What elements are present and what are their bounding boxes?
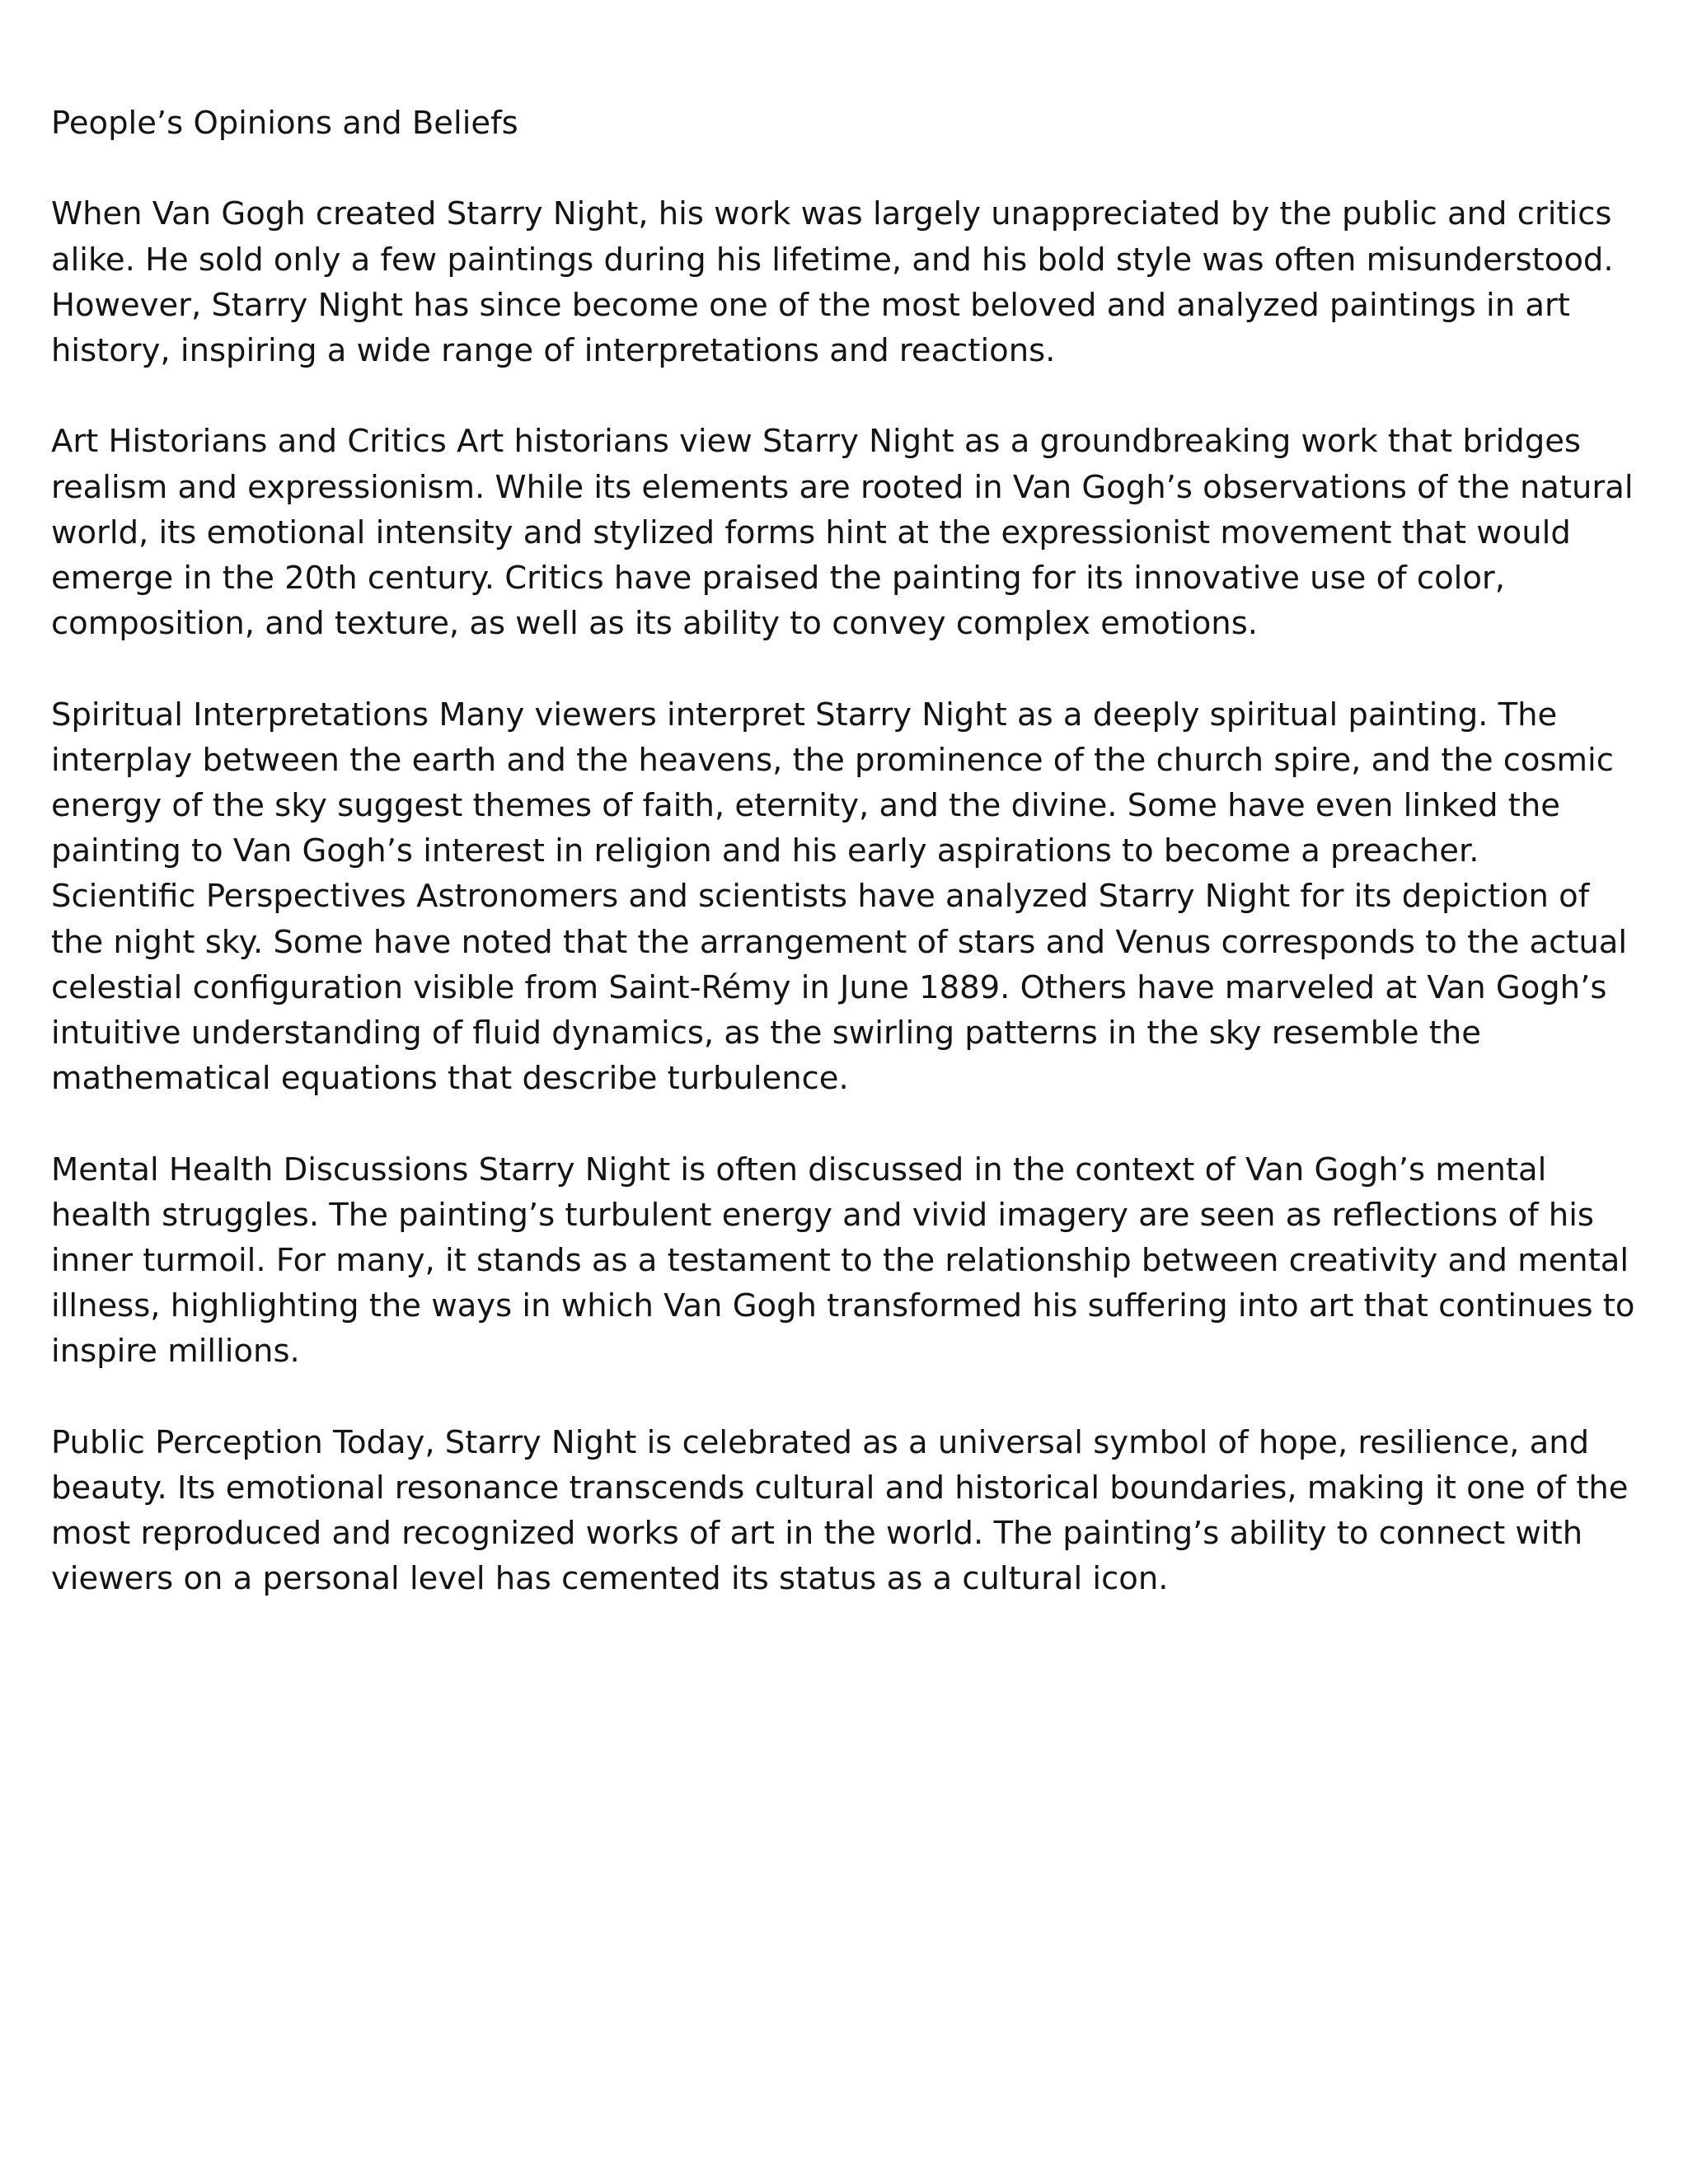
text-line: viewers on a personal level has cemented its status as a cultural icon. bbox=[51, 1560, 1169, 1598]
text-line: Art Historians and Critics Art historians view Starry Night as a groundbreaking work that bridges bbox=[51, 423, 1581, 461]
text-line: painting to Van Gogh’s interest in religion and his early aspirations to become a preacher. bbox=[51, 832, 1479, 870]
text-line: alike. He sold only a few paintings during his lifetime, and his bold style was often misunderstood. bbox=[51, 241, 1614, 279]
text-line: realism and expressionism. While its elements are rooted in Van Gogh’s observations of the natural bbox=[51, 468, 1634, 506]
text-line: world, its emotional intensity and stylized forms hint at the expressionist movement that would bbox=[51, 513, 1571, 551]
text-line: composition, and texture, as well as its ability to convey complex emotions. bbox=[51, 605, 1258, 643]
text-line: celestial configuration visible from Saint-Rémy in June 1889. Others have marveled at Van Gogh’s bbox=[51, 968, 1607, 1006]
text-line: Spiritual Interpretations Many viewers interpret Starry Night as a deeply spiritual painting. The bbox=[51, 696, 1558, 733]
paragraph-scientific bbox=[51, 874, 1637, 1101]
text-line: However, Starry Night has since become one of the most beloved and analyzed paintings in art bbox=[51, 286, 1570, 324]
text-line: When Van Gogh created Starry Night, his work was largely unappreciated by the public and critics bbox=[51, 195, 1612, 233]
document-title: People’s Opinions and Beliefs bbox=[51, 105, 518, 142]
text-line: Mental Health Discussions Starry Night is often discussed in the context of Van Gogh’s mental bbox=[51, 1151, 1547, 1188]
text-line: illness, highlighting the ways in which Van Gogh transformed his suffering into art that continues to bbox=[51, 1287, 1635, 1325]
text-line: history, inspiring a wide range of interpretations and reactions. bbox=[51, 332, 1056, 369]
text-line: beauty. Its emotional resonance transcends cultural and historical boundaries, making it one of the bbox=[51, 1469, 1629, 1507]
text-line: energy of the sky suggest themes of faith, eternity, and the divine. Some have even linked the bbox=[51, 787, 1560, 824]
text-line: interplay between the earth and the heavens, the prominence of the church spire, and the cosmic bbox=[51, 741, 1614, 779]
text-line: health struggles. The painting’s turbulent energy and vivid imagery are seen as reflections of his bbox=[51, 1196, 1594, 1234]
text-line: emerge in the 20th century. Critics have praised the painting for its innovative use of color, bbox=[51, 560, 1505, 597]
text-line: Scientific Perspectives Astronomers and scientists have analyzed Starry Night for its depiction of bbox=[51, 878, 1590, 916]
paragraph-mental-health bbox=[51, 1147, 1637, 1375]
paragraph-intro bbox=[51, 191, 1637, 373]
text-line: the night sky. Some have noted that the arrangement of stars and Venus corresponds to the actual bbox=[51, 923, 1628, 961]
paragraph-spiritual bbox=[51, 692, 1637, 874]
paragraph-art-historians bbox=[51, 419, 1637, 646]
text-line: inner turmoil. For many, it stands as a testament to the relationship between creativity and mental bbox=[51, 1242, 1629, 1280]
text-line: Public Perception Today, Starry Night is celebrated as a universal symbol of hope, resilience, and bbox=[51, 1423, 1590, 1461]
text-line: most reproduced and recognized works of art in the world. The painting’s ability to connect with bbox=[51, 1515, 1583, 1553]
text-line: inspire millions. bbox=[51, 1333, 300, 1371]
paragraph-public-perception bbox=[51, 1420, 1637, 1602]
text-line: mathematical equations that describe turbulence. bbox=[51, 1060, 849, 1098]
text-line: intuitive understanding of fluid dynamics, as the swirling patterns in the sky resemble the bbox=[51, 1015, 1481, 1052]
